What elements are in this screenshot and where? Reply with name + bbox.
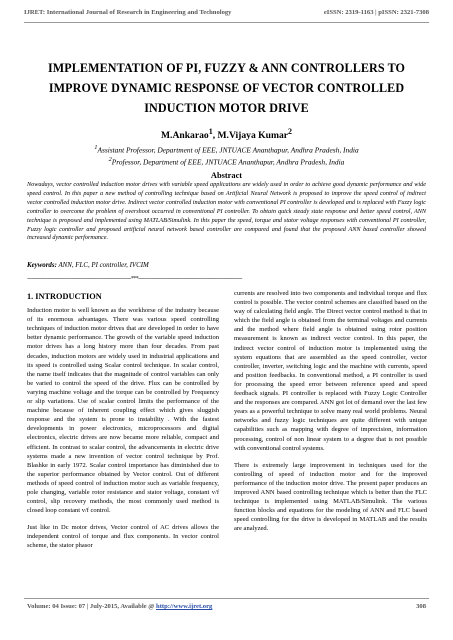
- keywords: [27, 262, 426, 269]
- footer-volume: [27, 603, 212, 615]
- title-line-2: IMPROVE DYNAMIC RESPONSE OF VECTOR CONTROLLED: [48, 81, 405, 95]
- running-footer: [27, 603, 426, 615]
- affiliation-2-text: Professor, Department of EEE, JNTUACE Ananthapur, Andhra Pradesh, India: [111, 157, 345, 167]
- running-header: [24, 9, 429, 23]
- section-separator: -----------------------------------------------------------------------***-----------------------------------------------------------------------: [27, 275, 242, 282]
- affiliation-1-mark: 1: [94, 145, 98, 151]
- abstract-heading: Abstract: [210, 171, 243, 180]
- issn: eISSN: 2319-1163 | pISSN: 2321-7308: [323, 9, 429, 16]
- journal-name: IJRET: International Journal of Research in Engineering and Technology: [24, 9, 232, 16]
- page-number: 308: [416, 603, 426, 610]
- affiliation-1: [24, 143, 429, 155]
- author-2: M.Vijaya Kumar: [217, 130, 289, 142]
- keywords-text: ANN, FLC, PI controller, IVCIM: [56, 262, 149, 269]
- affiliation-2: [24, 155, 429, 167]
- paragraph: currents are resolved into two components and individual torque and flux control is possible. The vector control schemes are classified based on the way of calculating field angle. The Direct vector control method is that in which the field angle is obtained from the terminal voltages and currents and the method where field angle is obtained using rotor position measurement is known as indirect vector control. In this paper, the indirect vector control of induction motor is implemented using the system equations that are assembled as the speed controller, vector controller, inverter, switching logic and the machine with currents, speed and position feedbacks. In conventional method, a PI controller is used for processing the speed error between reference speed and speed feedback signals. PI controller is replaced with Fuzzy Logic Controller and the responses are compared. ANN got lot of demand over the last few years as a powerful technique to solve many real world problems. Neural networks and fuzzy logic techniques are quite different with unique capabilities such as mapping with degree of imprecision, information processing, control of non linear system to a degree that is not possible with conventional control systems.: [234, 290, 427, 452]
- header-rule: [24, 22, 429, 23]
- keywords-label: Keywords:: [27, 262, 57, 269]
- paragraph: Just like in Dc motor drives, Vector control of AC drives allows the independent control of torque and flux components. In vector control scheme, the stator phasor: [27, 524, 219, 550]
- right-column: [234, 289, 427, 541]
- footer-link[interactable]: http://www.ijret.org: [156, 603, 213, 610]
- paper-title: [24, 58, 429, 118]
- author-separator: ,: [212, 130, 218, 142]
- paragraph: There is extremely large improvement in techniques used for the controlling of speed of induction motor and for the improved performance of the induction motor drive. The present paper produces an improved ANN based controlling technique which is better than the FLC technique is implemented using MATLAB/Simulink. The various function blocks and equations for the modeling of ANN and FLC based speed controlling for the drive is developed in MATLAB and the results are analyzed.: [234, 461, 427, 533]
- paragraph: Induction motor is well known as the workhorse of the industry because of its enormous advantages. There was various speed controlling techniques of induction motor drives that are developed in order to have better dynamic performance. The growth of the variable speed induction motor drives has a long history more than four decades. From past decades, induction motors are widely used in industrial applications and its speed is controlled using Scalar control technique. In scalar control, the name itself indicates that the magnitude of control variables can only be varied to control the speed of the drive. Flux can be controlled by varying machine voltage and the torque can be controlled by Frequency or slip variations. Use of scalar control limits the performance of the machine because of inherent coupling effect which gives sluggish response and the system is prone to instability . With the fastest developments in power electronics, microprocessors and digital electronics, electric drives are now became more reliable, compact and efficient. In contrast to scalar control, the advancements in electric drive systems made a new invention of vector control technique by Prof. Blashke in early 1972. Scalar control importance has diminished due to the superior performance obtained by Vector control. Out of different methods of speed control of induction motor such as variable frequency, pole changing, variable rotor resistance and stator voltage, constant v/f control, slip recovery methods, the most commonly used method is closed loop constant v/f control.: [27, 307, 219, 515]
- authors: [24, 127, 429, 141]
- footer-volume-text: Volume: 04 Issue: 07 | July-2015, Available @: [27, 603, 157, 610]
- title-line-3: INDUCTION MOTOR DRIVE: [144, 101, 309, 115]
- affiliation-1-text: Assistant Professor, Department of EEE, JNTUACE Ananthapur, Andhra Pradesh, India: [97, 145, 359, 155]
- affiliation-2-mark: 2: [108, 157, 112, 164]
- author-1: M.Ankarao: [160, 130, 209, 142]
- footer-rule: [24, 598, 429, 599]
- affiliations: [24, 143, 429, 168]
- author-2-affil-mark: 2: [288, 127, 293, 136]
- title-line-1: IMPLEMENTATION OF PI, FUZZY & ANN CONTROLLERS TO: [47, 61, 406, 75]
- section-heading-introduction: 1. INTRODUCTION: [27, 292, 102, 301]
- abstract-text: Nowadays, vector controlled induction motor drives with variable speed applications are widely used in order to achieve good dynamic performance and wide speed control. In this paper a new method of controlling technique based on Artificial Neural Network is proposed to improve the speed control of indirect vector controlled induction motor drive. Indirect vector controlled induction motor with conventional PI controller is developed and is replaced with Fuzzy logic controller to overcome the problem of overshoot occurred in conventional PI controller. To obtain quick steady state response and better speed control, ANN technique is proposed and implemented using MATLAB/Simulink. In this paper the speed, torque and stator voltage responses with conventional PI controller, Fuzzy logic controller and proposed artificial neural network based controller are compared and found that the proposed ANN based controller showed increased dynamic performance.: [27, 181, 426, 242]
- left-column: [27, 292, 219, 559]
- author-1-affil-mark: 1: [208, 127, 213, 136]
